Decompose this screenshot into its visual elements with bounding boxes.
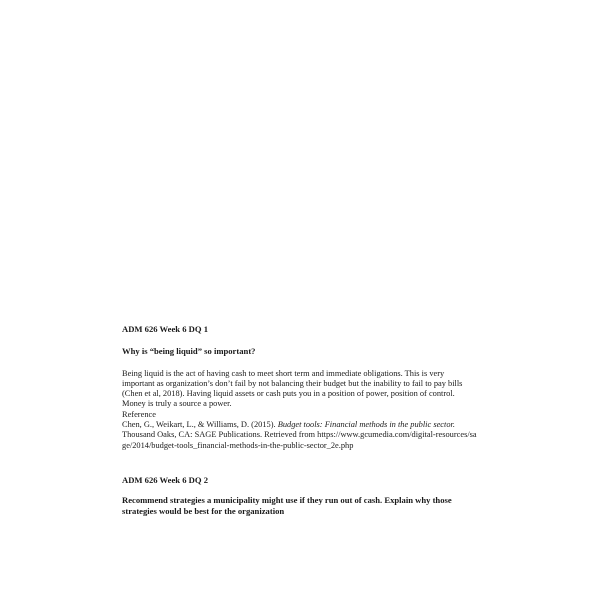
reference-authors: Chen, G., Weikart, L., & Williams, D. (2015).: [122, 420, 278, 430]
dq1-heading: ADM 626 Week 6 DQ 1: [122, 324, 209, 334]
reference-citation: [122, 420, 477, 451]
reference-label: Reference: [122, 409, 156, 419]
dq2-heading: ADM 626 Week 6 DQ 2: [122, 474, 209, 485]
document-content: [122, 324, 482, 516]
dq1-answer: Being liquid is the act of having cash to meet short term and immediate obligations. This is very important as organization’s don’t fail by not balancing their budget but the inability to fail to pay bills (Chen et al, 2018). Having liquid assets or cash puts you in a position of power, position of control. Money is truly a source a power.: [122, 368, 463, 409]
reference-url: https://www.gcumedia.com/digital-resources/sage/2014/budget-tools_financial-methods-in-the-public-sector_2e.php: [122, 430, 477, 450]
reference-publisher: Thousand Oaks, CA: SAGE Publications. Retrieved from: [122, 430, 316, 440]
dq1-question: Why is “being liquid” so important?: [122, 346, 256, 357]
reference-title: Budget tools: Financial methods in the public sector.: [277, 420, 455, 430]
dq2-question: Recommend strategies a municipality might use if they run out of cash. Explain why those strategies would be best for the organization: [122, 495, 452, 516]
